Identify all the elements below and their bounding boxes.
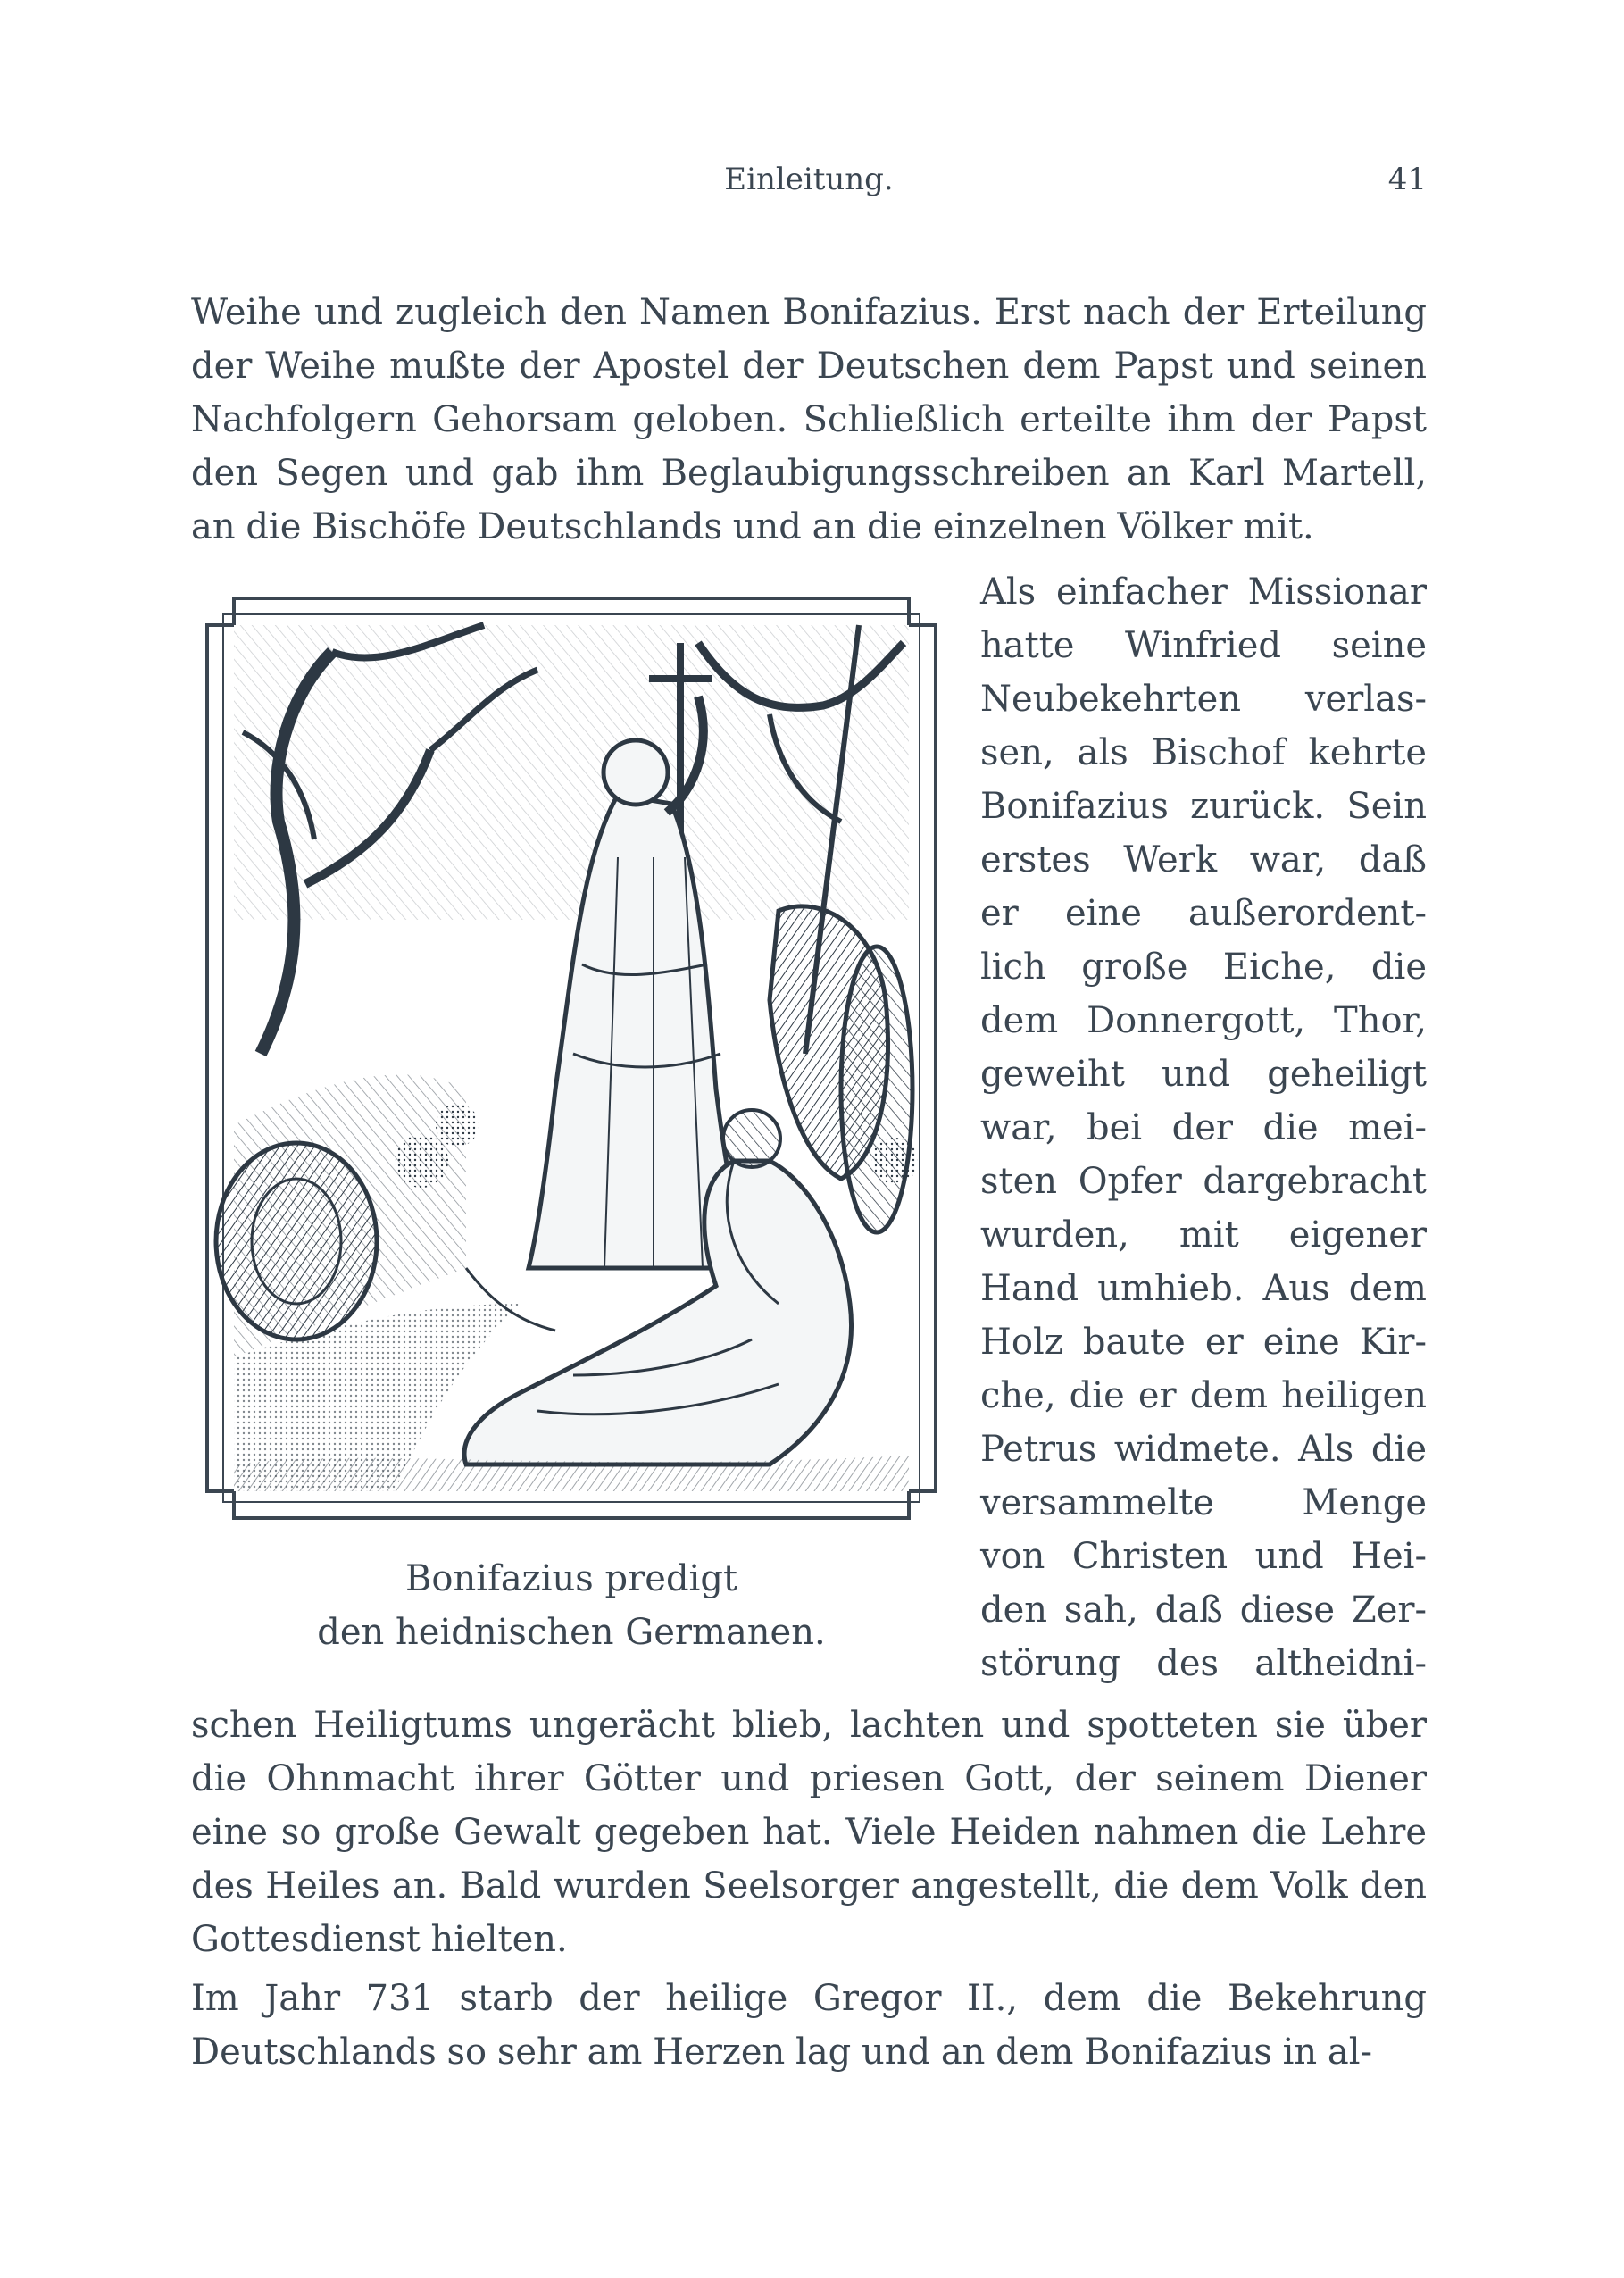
caption-line-2: den heidnischen Germanen. bbox=[317, 1612, 826, 1653]
side-line: dem Donnergott, Thor, bbox=[980, 1000, 1427, 1041]
side-line: wurden, mit eigener bbox=[980, 1214, 1427, 1256]
side-line: er eine außerordent- bbox=[980, 893, 1427, 934]
side-line: Als einfacher Missionar bbox=[980, 572, 1427, 613]
engraving-illustration bbox=[198, 589, 945, 1545]
side-line: Hand umhieb. Aus dem bbox=[980, 1268, 1427, 1309]
last-paragraph: Im Jahr 731 starb der heilige Gregor II., dem die Bekehrung Deutschlands so sehr am Herzen lag und an dem Bonifazius in al- bbox=[191, 1978, 1427, 2073]
top-paragraph: Weihe und zugleich den Namen Bonifazius. Erst nach der Erteilung der Weihe mußte der Apostel der Deutschen dem Papst und seinen Nachfolgern Gehorsam geloben. Schließlich erteilte ihm der Papst den Segen und gab ihm Beglaubigungsschreiben an Karl Martell, an die Bischöfe Deutschlands und an die einzelnen Völker mit. bbox=[191, 292, 1427, 547]
side-line: geweiht und geheiligt bbox=[980, 1054, 1427, 1095]
side-line: Neubekehrten verlas- bbox=[980, 679, 1427, 720]
top-paragraph-block bbox=[191, 286, 1427, 554]
side-line: Holz baute er eine Kir- bbox=[980, 1322, 1427, 1363]
bottom-paragraph: schen Heiligtums ungerächt blieb, lachten und spotteten sie über die Ohnmacht ihrer Götter und priesen Gott, der seinem Diener eine so große Gewalt gegeben hat. Viele Heiden nahmen die Lehre des Heiles an. Bald wurden Seelsorger angestellt, die dem Volk den Gottesdienst hielten. bbox=[191, 1705, 1427, 1960]
side-line: lich große Eiche, die bbox=[980, 947, 1427, 988]
side-line: versammelte Menge bbox=[980, 1482, 1427, 1523]
side-line: Bonifazius zurück. Sein bbox=[980, 786, 1427, 827]
side-line: erstes Werk war, daß bbox=[980, 839, 1427, 880]
side-line: sten Opfer dargebracht bbox=[980, 1161, 1427, 1202]
figure-caption bbox=[198, 1552, 945, 1659]
engraving-figure bbox=[198, 589, 945, 1545]
side-line: Petrus widmete. Als die bbox=[980, 1429, 1427, 1470]
side-line: sen, als Bischof kehrte bbox=[980, 732, 1427, 773]
side-line: von Christen und Hei- bbox=[980, 1536, 1427, 1577]
side-line: che, die er dem heiligen bbox=[980, 1375, 1427, 1416]
side-line: war, bei der die mei- bbox=[980, 1107, 1427, 1148]
bottom-paragraph-block bbox=[191, 1698, 1427, 1966]
side-line: störung des altheidni- bbox=[980, 1643, 1427, 1684]
side-line: hatte Winfried seine bbox=[980, 625, 1427, 666]
caption-line-1: Bonifazius predigt bbox=[404, 1558, 738, 1599]
last-paragraph-block bbox=[191, 1972, 1427, 2079]
running-head bbox=[191, 157, 1427, 202]
side-line: den sah, daß diese Zer- bbox=[980, 1590, 1427, 1631]
running-title: Einleitung. bbox=[724, 162, 894, 197]
page-number: 41 bbox=[1387, 162, 1427, 197]
side-column-text bbox=[980, 565, 1427, 1690]
